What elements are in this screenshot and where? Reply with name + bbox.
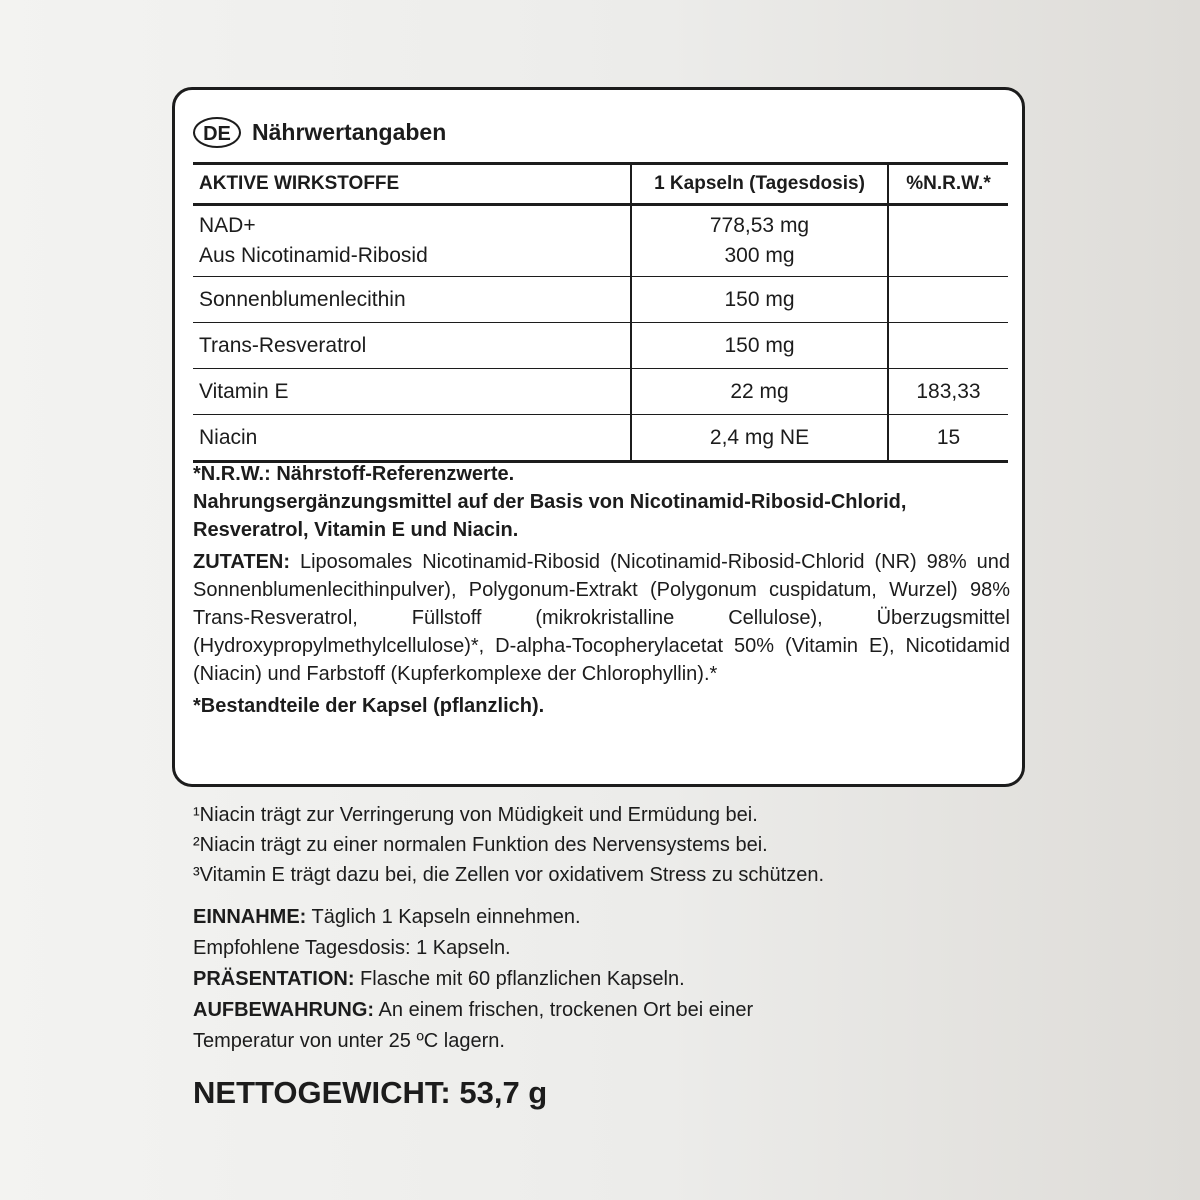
intake-line [193,902,753,933]
panel-notes [193,460,1010,720]
ingredient-name: Trans-Resveratrol [193,323,631,369]
nutrition-table [193,162,1008,463]
nrv-note: *N.R.W.: Nährstoff-Referenzwerte. [193,463,515,485]
capsule-note: *Bestandteile der Kapsel (pflanzlich). [193,695,545,717]
header-dose: 1 Kapseln (Tagesdosis) [631,164,888,205]
net-weight: NETTOGEWICHT: 53,7 g [193,1075,548,1110]
table-header-row [193,164,1008,205]
presentation-text: Flasche mit 60 pflanzlichen Kapseln. [354,968,685,990]
ingredient-name-line: Aus Nicotinamid-Ribosid [199,244,428,267]
storage-text: An einem frischen, trockenen Ort bei einer [374,999,754,1021]
ingredient-name: Sonnenblumenlecithin [193,277,631,323]
table-row [193,415,1008,462]
presentation-line [193,964,753,995]
table-row [193,277,1008,323]
ingredients-label: ZUTATEN: [193,551,291,573]
ingredient-name: Vitamin E [193,369,631,415]
table-row [193,323,1008,369]
intake-text: Täglich 1 Kapseln einnehmen. [306,906,581,928]
footnote-niacin-nervous: ²Niacin trägt zu einer normalen Funktion des Nervensystems bei. [193,834,768,856]
ingredient-name-line: NAD+ [199,214,256,237]
panel-title: Nährwertangaben [252,118,447,145]
usage-info [193,902,753,1057]
storage-line [193,995,753,1026]
ingredient-name: Niacin [193,415,631,462]
storage-line-2: Temperatur von unter 25 ºC lagern. [193,1030,505,1052]
presentation-label: PRÄSENTATION: [193,968,355,990]
ingredient-amount: 150 mg [631,323,888,369]
intake-label: EINNAHME: [193,906,307,928]
ingredient-amount: 2,4 mg NE [631,415,888,462]
ingredient-amount: 22 mg [631,369,888,415]
dose-line: Empfohlene Tagesdosis: 1 Kapseln. [193,937,511,959]
ingredient-nrv [888,205,1008,277]
ingredient-amount-line: 778,53 mg [709,214,810,237]
table-row [193,205,1008,277]
header-nrv: %N.R.W.* [888,164,1008,205]
ingredients-text: Liposomales Nicotinamid-Ribosid (Nicotinamid-Ribosid-Chlorid (NR) 98% und Sonnenblumenlecithinpulver), Polygonum-Extrakt (Polygonum cuspidatum, Wurzel) 98% Trans-Resveratrol, Füllstoff (mikrokristalline Cellulose), Überzugsmittel (Hydroxypropylmethylcellulose)*, D-alpha-Tocopherylacetat 50% (Vitamin E), Nicotidamid (Niacin) und Farbstoff (Kupferkomplexe der Chlorophyllin).* [193,551,1010,685]
table-row [193,369,1008,415]
ingredient-nrv: 15 [888,415,1008,462]
footnote-vitamin-e: ³Vitamin E trägt dazu bei, die Zellen vor oxidativem Stress zu schützen. [193,864,825,886]
ingredient-nrv: 183,33 [888,369,1008,415]
panel-header [193,114,446,150]
ingredient-nrv [888,323,1008,369]
ingredient-name [193,205,631,277]
health-claims [193,800,824,890]
storage-label: AUFBEWAHRUNG: [193,999,375,1021]
ingredient-nrv [888,277,1008,323]
ingredients-paragraph [193,548,1010,688]
ingredient-amount [631,205,888,277]
footnote-niacin-fatigue: ¹Niacin trägt zur Verringerung von Müdigkeit und Ermüdung bei. [193,804,758,826]
ingredient-amount: 150 mg [631,277,888,323]
ingredient-amount-line: 300 mg [724,244,795,267]
supplement-description: Nahrungsergänzungsmittel auf der Basis von Nicotinamid-Ribosid-Chlorid, Resveratrol, Vitamin E und Niacin. [193,491,907,541]
nutrition-panel [172,87,1025,787]
language-badge: DE [193,117,241,148]
header-active-ingredients: AKTIVE WIRKSTOFFE [193,164,631,205]
